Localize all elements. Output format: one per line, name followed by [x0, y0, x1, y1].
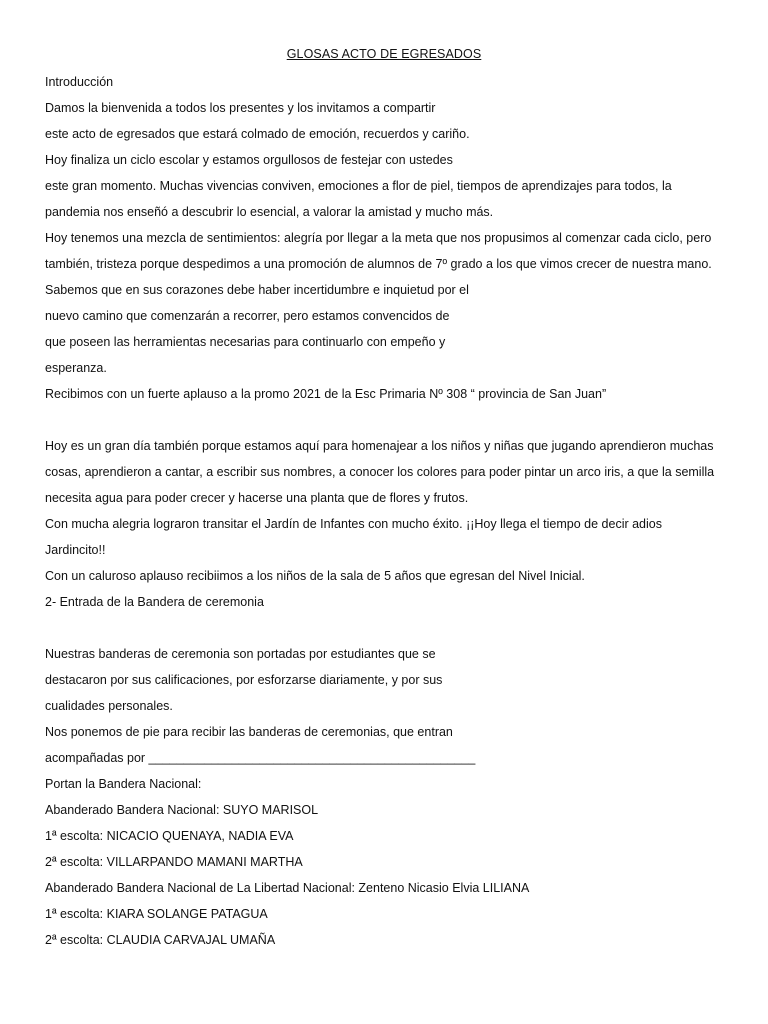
document-body — [45, 71, 745, 955]
text-line: pandemia nos enseñó a descubrir lo esencial, a valorar la amistad y mucho más. — [45, 205, 494, 219]
document-title: GLOSAS ACTO DE EGRESADOS — [286, 47, 482, 61]
text-line: esperanza. — [45, 361, 107, 375]
text-line: Con un caluroso aplauso recibiimos a los niños de la sala de 5 años que egresan del Nivel Inicial. — [45, 569, 585, 583]
text-line: Damos la bienvenida a todos los presentes y los invitamos a compartir — [45, 101, 436, 115]
text-line: Introducción — [45, 75, 114, 89]
text-line: Con mucha alegria lograron transitar el Jardín de Infantes con mucho éxito. ¡¡Hoy llega el tiempo de decir adios — [45, 517, 662, 531]
text-line: este gran momento. Muchas vivencias conviven, emociones a flor de piel, tiempos de aprendizajes para todos, la — [45, 179, 672, 193]
text-line: Hoy tenemos una mezcla de sentimientos: alegría por llegar a la meta que nos propusimos al comenzar cada ciclo, pero — [45, 231, 712, 245]
text-line: 1ª escolta: NICACIO QUENAYA, NADIA EVA — [45, 829, 294, 843]
text-line: también, tristeza porque despedimos a una promoción de alumnos de 7º grado a los que vimos crecer de nuestra mano. — [45, 257, 712, 271]
text-line: Hoy finaliza un ciclo escolar y estamos orgullosos de festejar con ustedes — [45, 153, 453, 167]
text-line: Nuestras banderas de ceremonia son portadas por estudiantes que se — [45, 647, 436, 661]
text-line: Nos ponemos de pie para recibir las banderas de ceremonias, que entran — [45, 725, 453, 739]
text-line: nuevo camino que comenzarán a recorrer, pero estamos convencidos de — [45, 309, 450, 323]
text-line: Abanderado Bandera Nacional de La Libertad Nacional: Zenteno Nicasio Elvia LILIANA — [45, 881, 530, 895]
text-line: Jardincito!! — [45, 543, 106, 557]
text-line: 1ª escolta: KIARA SOLANGE PATAGUA — [45, 907, 268, 921]
text-line: acompañadas por _______________________________________________ — [45, 751, 476, 765]
blank-line — [45, 617, 745, 643]
text-line: este acto de egresados que estará colmado de emoción, recuerdos y cariño. — [45, 127, 470, 141]
text-line: 2- Entrada de la Bandera de ceremonia — [45, 595, 264, 609]
text-line: Portan la Bandera Nacional: — [45, 777, 202, 791]
blank-line — [45, 409, 745, 435]
text-line: destacaron por sus calificaciones, por esforzarse diariamente, y por sus — [45, 673, 443, 687]
text-line: cualidades personales. — [45, 699, 173, 713]
text-line: Hoy es un gran día también porque estamos aquí para homenajear a los niños y niñas que jugando aprendieron muchas — [45, 439, 714, 453]
text-line: Abanderado Bandera Nacional: SUYO MARISOL — [45, 803, 319, 817]
text-line: Recibimos con un fuerte aplauso a la promo 2021 de la Esc Primaria Nº 308 “ provincia de San Juan” — [45, 387, 607, 401]
text-line: 2ª escolta: CLAUDIA CARVAJAL UMAÑA — [45, 933, 276, 947]
text-line: cosas, aprendieron a cantar, a escribir sus nombres, a conocer los colores para poder pintar un arco iris, a que la semilla — [45, 465, 715, 479]
text-line: 2ª escolta: VILLARPANDO MAMANI MARTHA — [45, 855, 303, 869]
text-line: necesita agua para poder crecer y hacerse una planta que de flores y frutos. — [45, 491, 469, 505]
text-line: Sabemos que en sus corazones debe haber incertidumbre e inquietud por el — [45, 283, 469, 297]
text-line: que poseen las herramientas necesarias para continuarlo con empeño y — [45, 335, 446, 349]
